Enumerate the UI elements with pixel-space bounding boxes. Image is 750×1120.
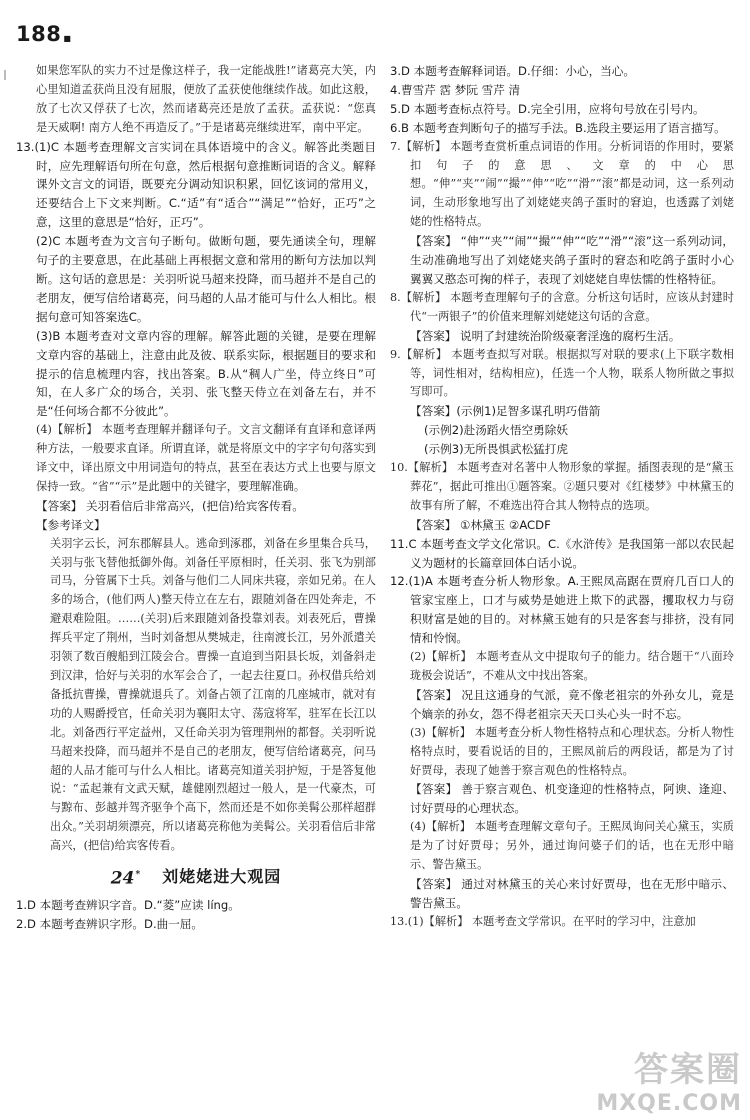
paragraph: 9.【解析】 本题考查拟写对联。根据拟写对联的要求(上下联字数相等，词性相对，结构相应)，任选一个人物，联系人物所做之事拟写即可。: [390, 347, 734, 399]
left-column: [16, 62, 376, 934]
paragraph: 【参考译文】: [36, 517, 106, 532]
paragraph: 【答案】 说明了封建统治阶级豪奢淫逸的腐朽生活。: [410, 328, 681, 343]
paragraph: (示例3)无所畏惧武松猛打虎: [424, 442, 568, 457]
paragraph: 5.D 本题考查标点符号。D.完全引用，应将句号放在引号内。: [390, 101, 705, 116]
watermark-logo-text: 答案圈: [634, 1050, 742, 1090]
paragraph: (2)C 本题考查为文言句子断句。做断句题，要先通读全句，理解句子的主要意思，在此基础上再根据文意和常用的断句方法加以判断。这句话的意思是：关羽听说马超来投降，而马超并不是自己的老朋友，便写信给诸葛亮，问马超的人品才能可与什么人相比。根据句意可知答案选C。: [36, 234, 376, 324]
section-answer-list: [16, 896, 376, 934]
page-number: 188: [16, 22, 62, 46]
watermark: [596, 1042, 742, 1116]
paragraph: 【答案】 关羽看信后非常高兴，(把信)给宾客传看。: [36, 498, 304, 513]
page-number-mark: ■: [63, 34, 71, 43]
margin-tick: [4, 70, 6, 80]
paragraph: 8.【解析】 本题考查理解句子的含意。分析这句话时，应该从封建时代“一两银子”的价值来理解刘姥姥这句话的含意。: [390, 290, 734, 323]
paragraph: 【答案】 善于察言观色、机变逢迎的性格特点，阿谀、逢迎、讨好贾母的心理状态。: [410, 782, 734, 816]
paragraph: 如果您军队的实力不过是像这样子，我一定能战胜!”诸葛亮大笑，内心里知道孟获尚且没有屈服，便放了孟获使他继续作战。如此这般，放了七次又俘获了七次，然而诸葛亮还是放了孟获。孟获说：“您真是天威啊! 南方人绝不再造反了。”于是诸葛亮继续进军，南中平定。: [36, 64, 376, 134]
paragraph: 11.C 本题考查文学文化常识。C.《水浒传》是我国第一部以农民起义为题材的长篇章回体白话小说。: [390, 536, 734, 570]
paragraph: 4.曹雪芹 霑 梦阮 雪芹 清: [390, 82, 521, 97]
paragraph: 【答案】 况且这通身的气派，竟不像老祖宗的外孙女儿，竟是个嫡亲的孙女，怨不得老祖宗天天口头心头一时不忘。: [410, 687, 734, 721]
paragraph: 【答案】(示例1)足智多谋孔明巧借箭: [410, 404, 601, 419]
section-heading: [16, 864, 376, 890]
watermark-url: MXQE.COM: [596, 1091, 742, 1116]
page-header: [16, 22, 71, 52]
paragraph: 【答案】 ①林黛玉 ②ACDF: [410, 517, 551, 532]
paragraph: 【答案】 “伸”“夹”“闹”“撮”“伸”“吃”“滑”“滚”这一系列动词，生动准确地写出了刘姥姥夹鸽子蛋时的窘态和吃鸽子蛋时小心翼翼又憨态可掬的样子，表现了刘姥姥自卑怯懦的性格特征。: [410, 234, 734, 286]
paragraph: (示例2)赴汤蹈火悟空勇除妖: [424, 423, 568, 438]
paragraph: (3)B 本题考查对文章内容的理解。解答此题的关键，是要在理解文章内容的基础上，注意由此及彼、联系实际，根据题目的要求和提示的信息梳理内容，找出答案。B.从“稠人广坐，侍立终日”可知，在人多广众的场合，关羽、张飞整天侍立在刘备左右，并不是“任何场合都不分彼此”。: [36, 328, 376, 419]
paragraph: 3.D 本题考查解释词语。D.仔细：小心，当心。: [390, 64, 635, 78]
right-answer-list: [390, 62, 734, 932]
left-answer-list: [16, 62, 376, 856]
paragraph: 12.(1)A 本题考查分析人物形象。A.王熙凤高踞在贾府几百口人的管家宝座上，口才与威势是她进上欺下的武器，攫取权力与窃积财富是她的目的。对林黛玉她有的只是客套与排挤，没有同情和怜悯。: [390, 574, 734, 646]
paragraph: 13.(1)【解析】 本题考查文学常识。在平时的学习中，注意加: [390, 914, 696, 928]
section-title: 刘姥姥进大观园: [162, 866, 282, 886]
section-number: 24*: [110, 868, 141, 889]
paragraph: (4)【解析】 本题考查理解并翻译句子。文言文翻译有直译和意译两种方法，一般要求直译。所谓直译，就是将原文中的字字句句落实到译文中，译出原文中用词造句的特点，甚至在表达方式上也要与原文保持一致。“省”“示”是此题中的关键字，要理解准确。: [36, 423, 376, 493]
paragraph: (4)【解析】 本题考查理解文章句子。王熙凤询问关心黛玉，实质是为了讨好贾母；另外，通过询问婆子们的话，也在无形中暗示、警告黛玉。: [410, 820, 734, 872]
paragraph: 1.D 本题考查辨识字音。D.“菱”应读 líng。: [16, 898, 240, 913]
paragraph: 关羽字云长，河东郡解县人。逃命到涿郡，刘备在乡里集合兵马，关羽与张飞替他抵御外侮。刘备任平原相时，任关羽、张飞为别部司马，分管属下士兵。刘备与他们二人同床共寝，亲如兄弟。在人多的场合，(他们两人)整天侍立在左右，跟随刘备在四处奔走，不避艰难险阻。……(关羽)后来跟随刘备投靠刘表。刘表死后，曹操挥兵平定了荆州，当时刘备想从樊城走，往南渡长江，另外派遣关羽领了数百艘船到江陵会合。曹操一直追到当阳县长坂，刘备斜走到汉津，恰好与关羽的水军会合了，一起去往夏口。孙权借兵给刘备抵抗曹操，曹操就退兵了。刘备占领了江南的几座城市，就对有功的人赐爵授官，任命关羽为襄阳太守、荡寇将军，驻军在长江以北。刘备西行平定益州，又任命关羽为管理荆州的都督。关羽听说马超来投降，而马超并不是自己的老朋友，便写信给诸葛亮，问马超的人品才能可与什么人相比。诸葛亮知道关羽护短，于是答复他说：“孟起兼有文武天赋，雄健刚烈超过一般人，是一代豪杰，可与黥布、彭越并驾齐驱争个高下，然而还是不如你美髯公那样超群出众。”关羽胡须漂亮，所以诸葛亮称他为美髯公。关羽看信后非常高兴，(把信)给宾客传看。: [50, 536, 376, 853]
right-column: [390, 62, 734, 932]
paragraph: 13.(1)C 本题考查理解文言实词在具体语境中的含义。解答此类题目时，应先理解语句所在句意，然后根据句意推断词语的含义。解释课外文言文的词语，既要充分调动知识积累，回忆该词的常用义，还要结合上下文来判断。C.“适”有“适合”“满足”“恰好，正巧”之意，这里的意思是“恰好，正巧”。: [16, 139, 376, 230]
paragraph: 6.B 本题考查判断句子的描写手法。B.选段主要运用了语言描写。: [390, 120, 726, 135]
paragraph: 7.【解析】 本题考查赏析重点词语的作用。分析词语的作用时，要紧扣句子的意思、文章的中心思想。“伸”“夹”“闹”“撮”“伸”“吃”“滑”“滚”都是动词，这一系列动词，生动形象地写出了刘姥姥夹鸽子蛋时的窘迫，也透露了刘姥姥的性格特点。: [390, 139, 734, 229]
paragraph: 【答案】 通过对林黛玉的关心来讨好贾母，也在无形中暗示、警告黛玉。: [410, 876, 734, 910]
paragraph: (2)【解析】 本题考查从文中提取句子的能力。结合题干“八面玲珑极会说话”，不难从文中找出答案。: [410, 650, 734, 682]
paragraph: 2.D 本题考查辨识字形。D.曲一屈。: [16, 916, 204, 931]
paragraph: (3)【解析】 本题考查分析人物性格特点和心理状态。分析人物性格特点时，要看说话的目的，王熙凤前后的两段话，都是为了讨好贾母，表现了她善于察言观色的性格特点。: [410, 725, 734, 777]
paragraph: 10.【解析】 本题考查对名著中人物形象的掌握。插图表现的是“黛玉葬花”，据此可推出①题答案。②题只要对《红楼梦》中林黛玉的故事有所了解，不难选出符合其人物特点的选项。: [390, 461, 734, 512]
